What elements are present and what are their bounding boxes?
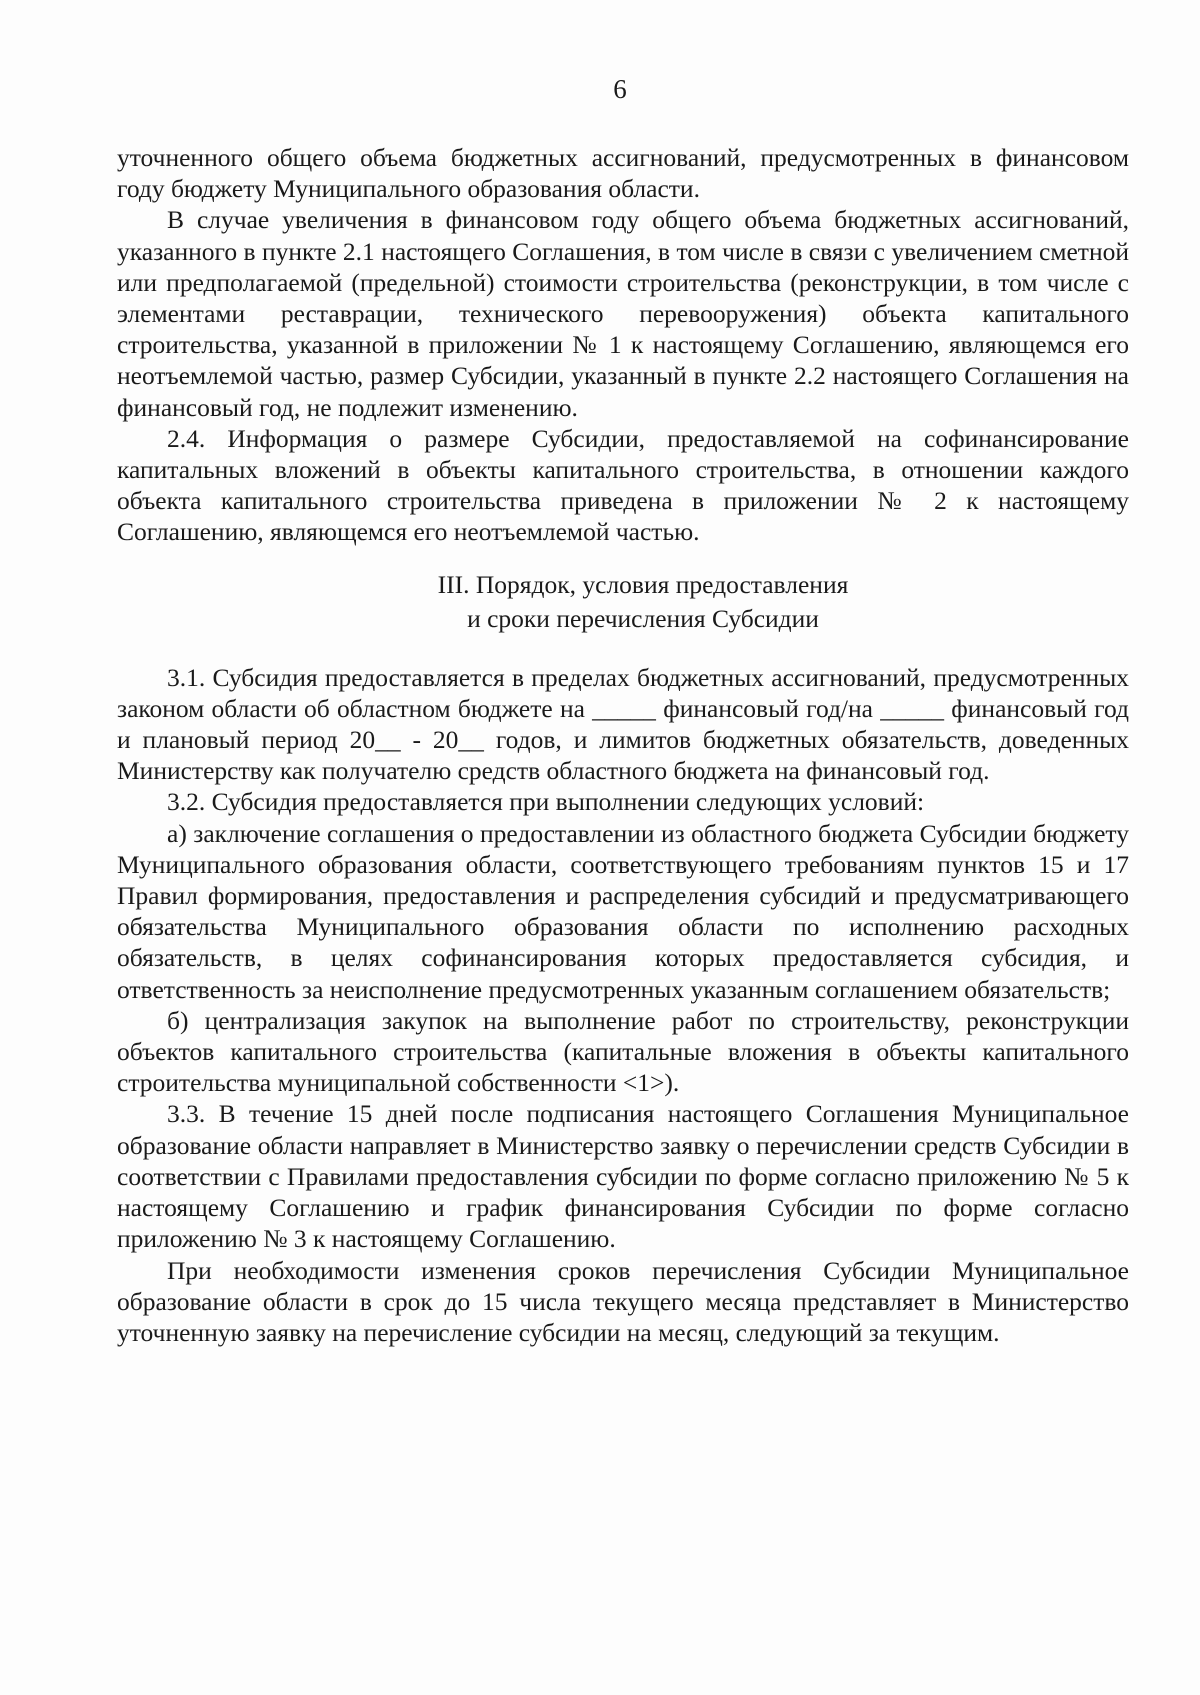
paragraph-3-2: 3.2. Субсидия предоставляется при выполнении следующих условий: <box>167 787 925 817</box>
paragraph-3-3: 3.3. В течение 15 дней после подписания настоящего Соглашения Муниципальное образование области направляет в Министерство заявку о перечислении средств Субсидии в соответствии с Правилами предоставления субсидии по форме согласно приложению № 5 к настоящему Соглашению и график финансирования Субсидии по форме согласно приложению № 3 к настоящему Соглашению. <box>117 1099 1129 1254</box>
paragraph-3-2-a: а) заключение соглашения о предоставлении из областного бюджета Субсидии бюджету Муниципального образования области, соответствующего требованиям пунктов 15 и 17 Правил формирования, предоставления и распределения субсидий и предусматривающего обязательства Муниципального образования области по исполнению расходных обязательств, в целях софинансирования которых предоставляется субсидия, и ответственность за неисполнение предусмотренных указанным соглашением обязательств; <box>117 818 1129 1004</box>
section-3-heading-line-2: и сроки перечисления Субсидии <box>467 603 819 633</box>
paragraph-subsidy-increase: В случае увеличения в финансовом году общего объема бюджетных ассигнований, указанного в пункте 2.1 настоящего Соглашения, в том числе в связи с увеличением сметной или предполагаемой (предельной) стоимости строительства (реконструкции, в том числе с элементами реставрации, технического перевооружения) объекта капитального строительства, указанной в приложении № 1 к настоящему Соглашению, являющемся его неотъемлемой частью, размер Субсидии, указанный в пункте 2.2 настоящего Соглашения на финансовый год, не подлежит изменению. <box>117 205 1129 422</box>
paragraph-3-2-b: б) централизация закупок на выполнение работ по строительству, реконструкции объектов капитального строительства (капитальные вложения в объекты капитального строительства муниципальной собственности <1>). <box>117 1005 1129 1098</box>
page-number: 6 <box>613 74 627 104</box>
paragraph-date-change: При необходимости изменения сроков перечисления Субсидии Муниципальное образование области в срок до 15 числа текущего месяца представляет в Министерство уточненную заявку на перечисление субсидии на месяц, следующий за текущим. <box>117 1255 1129 1347</box>
paragraph-2-4: 2.4. Информация о размере Субсидии, предоставляемой на софинансирование капитальных вложений в объекты капитального строительства, в отношении каждого объекта капитального строительства приведена в приложении № 2 к настоящему Соглашению, являющемся его неотъемлемой частью. <box>117 423 1129 547</box>
document-body <box>117 142 1129 1348</box>
paragraph-3-1: 3.1. Субсидия предоставляется в пределах бюджетных ассигнований, предусмотренных законом области об областном бюджете на _____ финансовый год/на _____ финансовый год и плановый период 20__ - 20__ годов, и лимитов бюджетных обязательств, доведенных Министерству как получателю средств областного бюджета на финансовый год. <box>117 662 1129 786</box>
section-3-heading <box>117 568 1129 636</box>
section-3-heading-line-1: III. Порядок, условия предоставления <box>437 569 849 599</box>
paragraph-continuation: уточненного общего объема бюджетных ассигнований, предусмотренных в финансовом году бюджету Муниципального образования области. <box>117 143 1129 204</box>
